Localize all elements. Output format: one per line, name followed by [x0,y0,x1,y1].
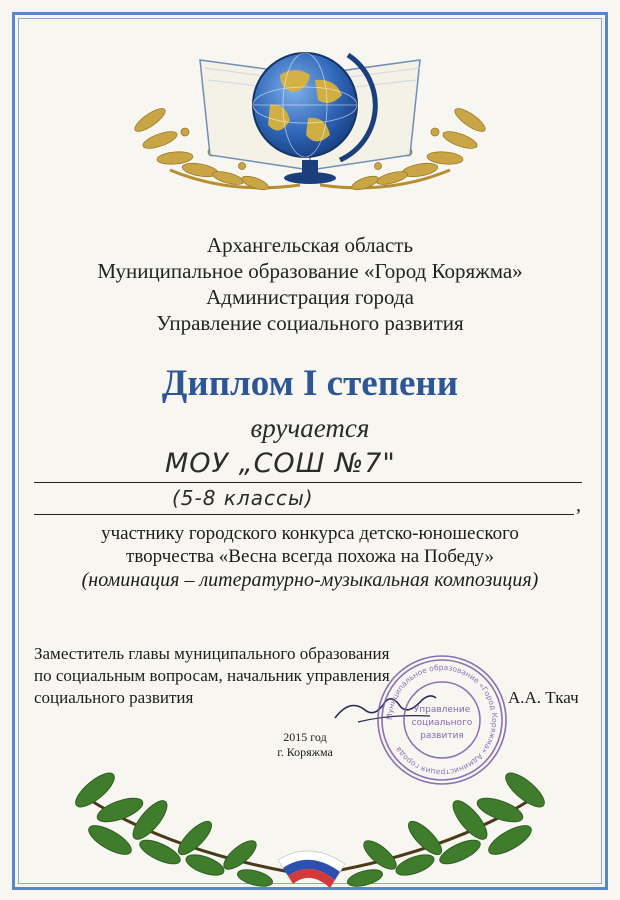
description-line-2: творчества «Весна всегда похожа на Победу» [126,546,494,567]
year-text: 2015 год [283,730,327,744]
issue-year [170,730,440,760]
org-administration: Администрация города [206,285,414,309]
org-municipality: Муниципальное образование «Город Коряжма» [97,259,523,283]
laurel-ribbon-decoration [0,760,620,900]
stamp-center-2: социального [411,718,473,728]
globe-book-emblem [130,20,490,200]
description-line-1: участнику городского конкурса детско-юношеского [101,523,519,544]
org-department: Управление социального развития [156,311,464,335]
stamp-center-1: Управление [413,705,471,715]
signatory-name: А.А. Ткач [508,688,579,707]
org-region: Архангельская область [206,233,414,257]
recipient-line-2 [34,514,574,515]
stamp-center-3: развития [420,731,464,741]
signature-line-3: социального развития [34,688,194,707]
nomination-text: (номинация – литературно-музыкальная композиция) [81,569,539,591]
recipient-comma: , [576,494,581,516]
signature-line-1: Заместитель главы муниципального образования [34,644,390,663]
awarded-text: вручается [250,413,370,443]
diploma-title: Диплом I степени [161,363,459,404]
recipient-line-1 [34,482,582,483]
recipient-name: МОУ „СОШ №7" [165,448,396,479]
recipient-classes: (5-8 классы) [172,486,314,510]
signature-line-2: по социальным вопросам, начальник управления [34,666,390,685]
city-text: г. Коряжма [277,745,333,759]
stamp-ring-text: Муниципальное образование «Город Коряжма» Администрация города [384,662,500,778]
